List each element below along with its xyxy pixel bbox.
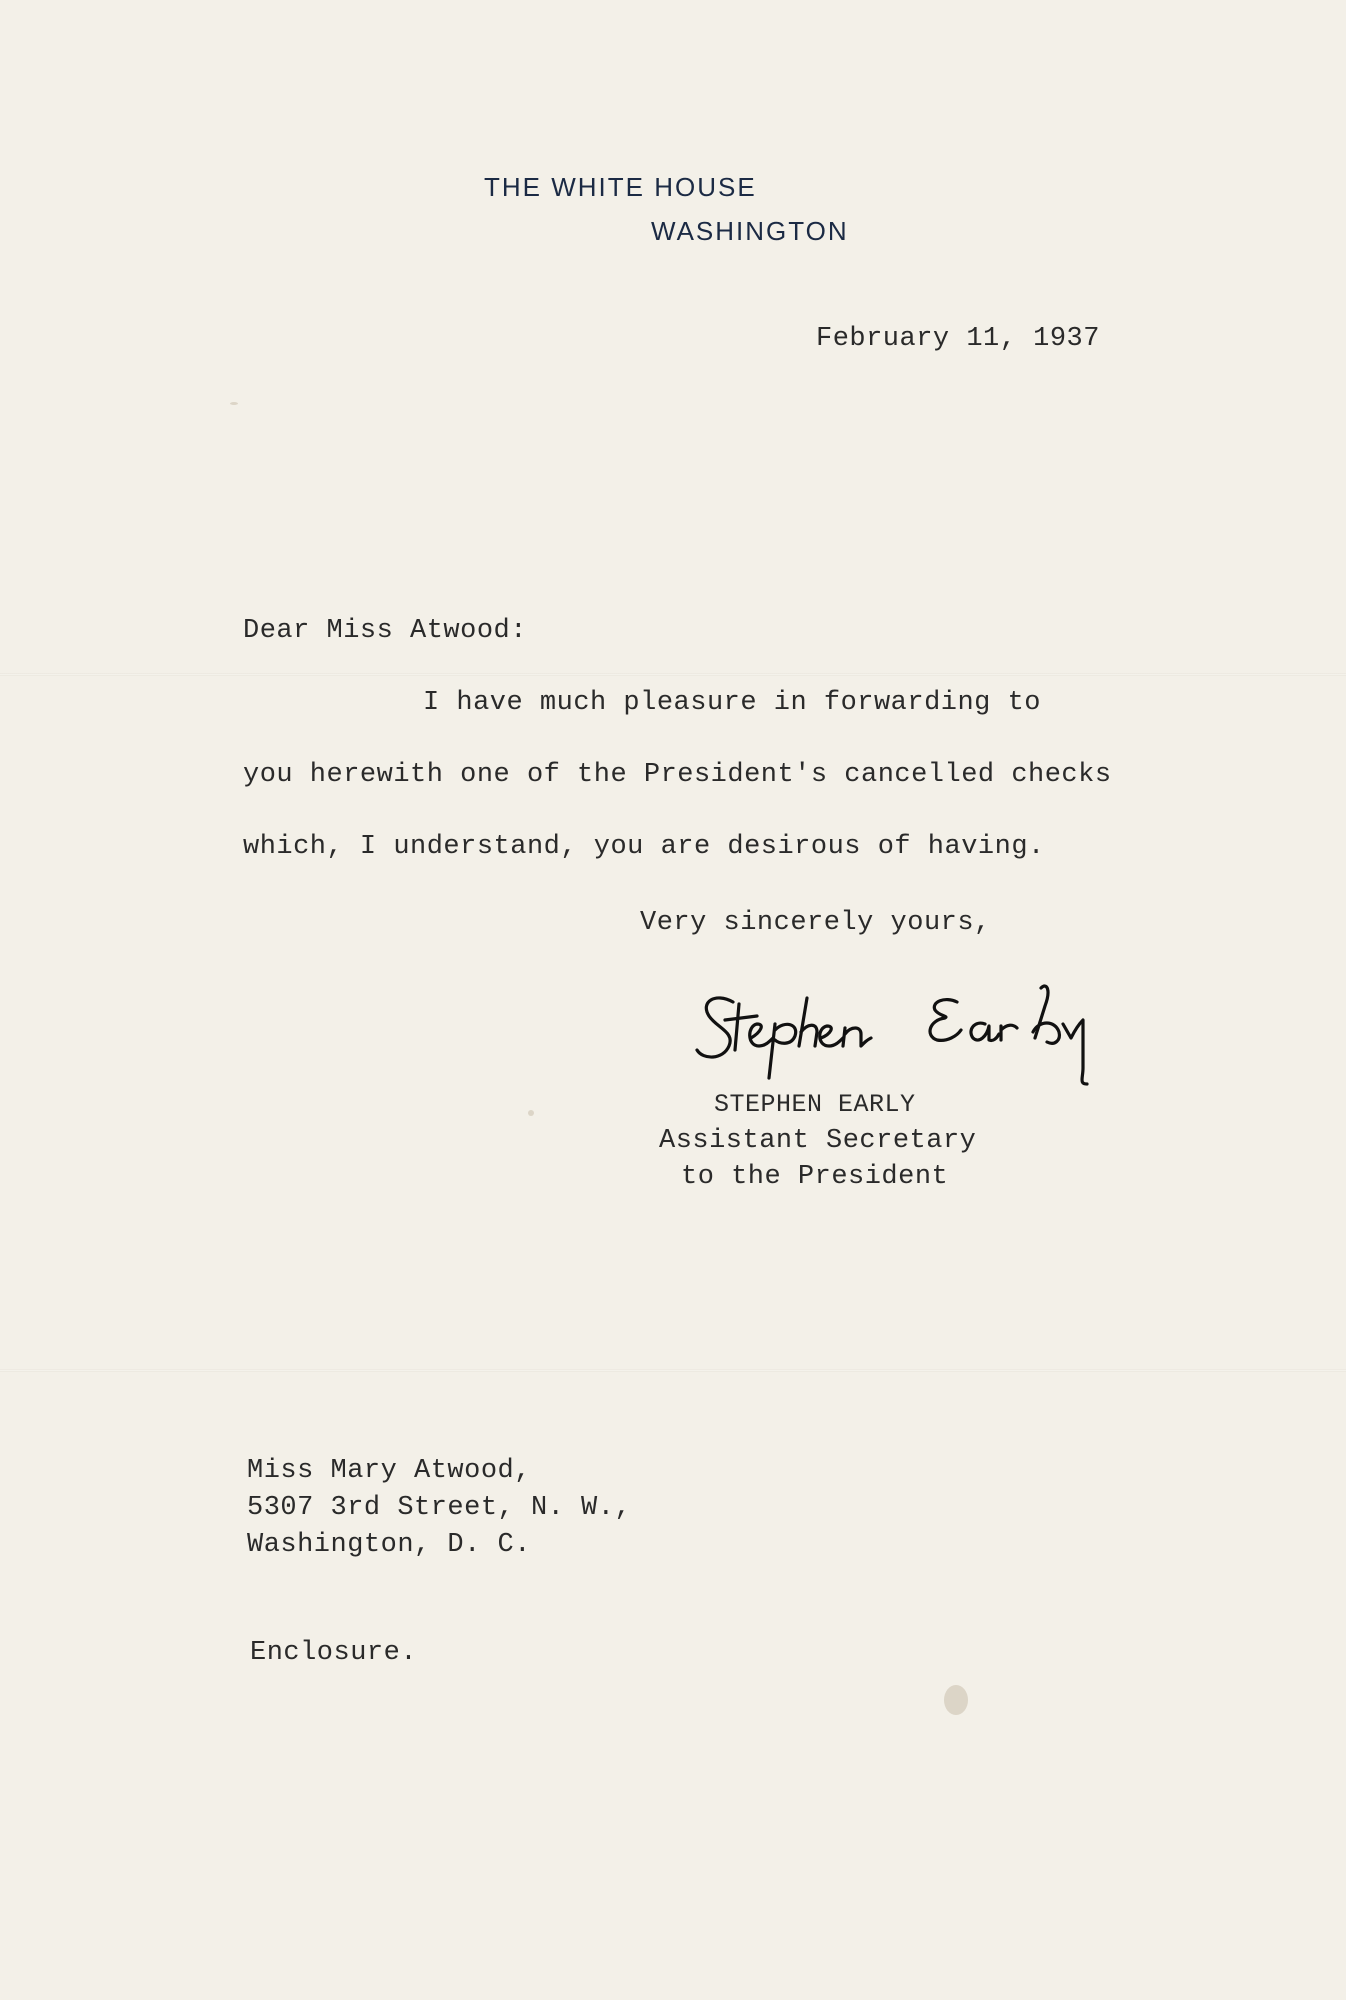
- salutation: Dear Miss Atwood:: [243, 616, 527, 646]
- paper-stain: [230, 402, 238, 405]
- letter-date: February 11, 1937: [816, 324, 1100, 354]
- signatory-title-line-2: to the President: [681, 1162, 949, 1192]
- body-line-2: you herewith one of the President's cancelled checks: [243, 760, 1112, 790]
- signatory-title-line-1: Assistant Secretary: [659, 1126, 977, 1156]
- paper-stain: [944, 1685, 968, 1715]
- fold-line: [0, 1369, 1346, 1372]
- letterhead-city: WASHINGTON: [651, 216, 849, 246]
- enclosure-note: Enclosure.: [250, 1638, 418, 1668]
- paper-stain: [528, 1110, 534, 1116]
- signatory-name: STEPHEN EARLY: [714, 1090, 916, 1119]
- recipient-name: Miss Mary Atwood,: [247, 1456, 531, 1486]
- recipient-city: Washington, D. C.: [247, 1530, 531, 1560]
- recipient-street: 5307 3rd Street, N. W.,: [247, 1493, 632, 1523]
- fold-line: [0, 673, 1346, 676]
- handwritten-signature: [695, 980, 1145, 1100]
- complimentary-close: Very sincerely yours,: [640, 908, 991, 938]
- letterhead-title: THE WHITE HOUSE: [484, 172, 757, 202]
- body-line-1: I have much pleasure in forwarding to: [423, 688, 1041, 718]
- body-line-3: which, I understand, you are desirous of having.: [243, 832, 1045, 862]
